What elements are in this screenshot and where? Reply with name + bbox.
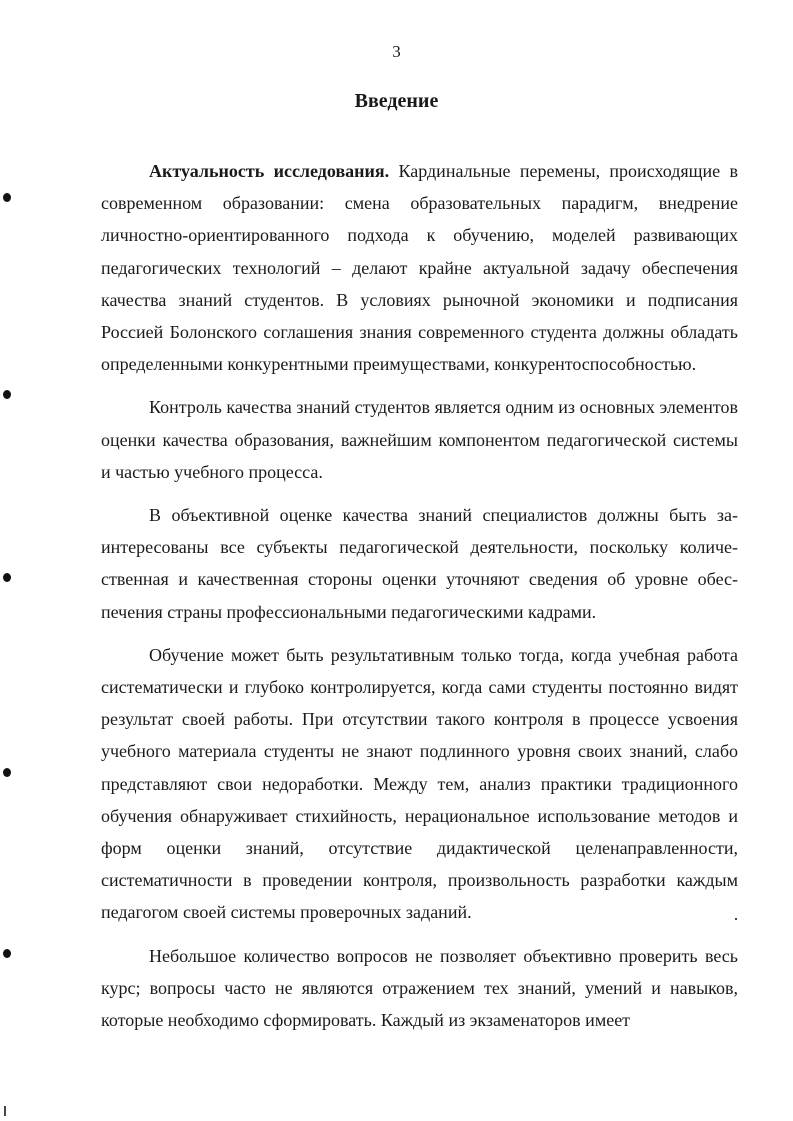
page-number: 3 xyxy=(392,42,401,61)
paragraph-objective-assessment: В объективной оценке качества знаний специалистов должны быть заинтересованы все субъекты педагогической деятельности, поскольку количественная и качественная стороны оценки уточняют сведения об уровне обеспечения страны профессиональными педагогическими кадрами. xyxy=(101,505,738,622)
paragraph-learning-control: Обучение может быть результативным только тогда, когда учебная работа систематически и глубоко контролируется, когда сами студенты постоянно видят результат своей работы. При отсутствии такого контроля в процессе усвоения учебного материала студенты не знают подлинного уровня своих знаний, слабо представляют свои недоработки. Между тем, анализ практики традиционного обучения обнаруживает стихийность, нерациональное использование методов и форм оценки знаний, отсутствие дидактической целенаправленности, систематичности в проведении контроля, произвольность разработки каждым педагогом своей системы проверочных заданий. xyxy=(101,644,738,923)
punch-hole-mark xyxy=(3,768,11,777)
body-text xyxy=(101,155,738,1047)
punch-hole-mark xyxy=(3,573,11,582)
paragraph-relevance xyxy=(101,155,738,380)
page-title: Введение xyxy=(354,90,439,112)
paragraph-quality-control: Контроль качества знаний студентов является одним из основных элементов оценки качества образования, важнейшим компонентом педагогической системы и частью учебного процесса. xyxy=(101,397,738,482)
paragraph-text: Кардинальные перемены, происходящие в современном образовании: смена образовательных парадигм, внедрение личностно-ориентированного подхода к обучению, моделей развивающих педагогических технологий – делают крайне актуальной задачу обеспечения качества знаний студентов. В условиях рыночной экономики и подписания Россией Болонского соглашения знания современного студента должны обладать определенными конкурентными преимуществами, конкурентоспособностью. xyxy=(101,161,739,375)
punch-hole-mark xyxy=(3,949,11,958)
paragraph-lead: Актуальность исследования. xyxy=(149,161,390,181)
scan-speck xyxy=(4,1106,6,1116)
punch-hole-mark xyxy=(3,193,11,202)
punch-hole-mark xyxy=(3,390,11,399)
scan-speck xyxy=(735,918,737,920)
paragraph-exam-questions: Небольшое количество вопросов не позволяет объективно проверить весь курс; вопросы часто не являются отражением тех знаний, умений и навыков, которые необходимо сформировать. Каждый из экзаменаторов имеет xyxy=(101,945,738,1031)
